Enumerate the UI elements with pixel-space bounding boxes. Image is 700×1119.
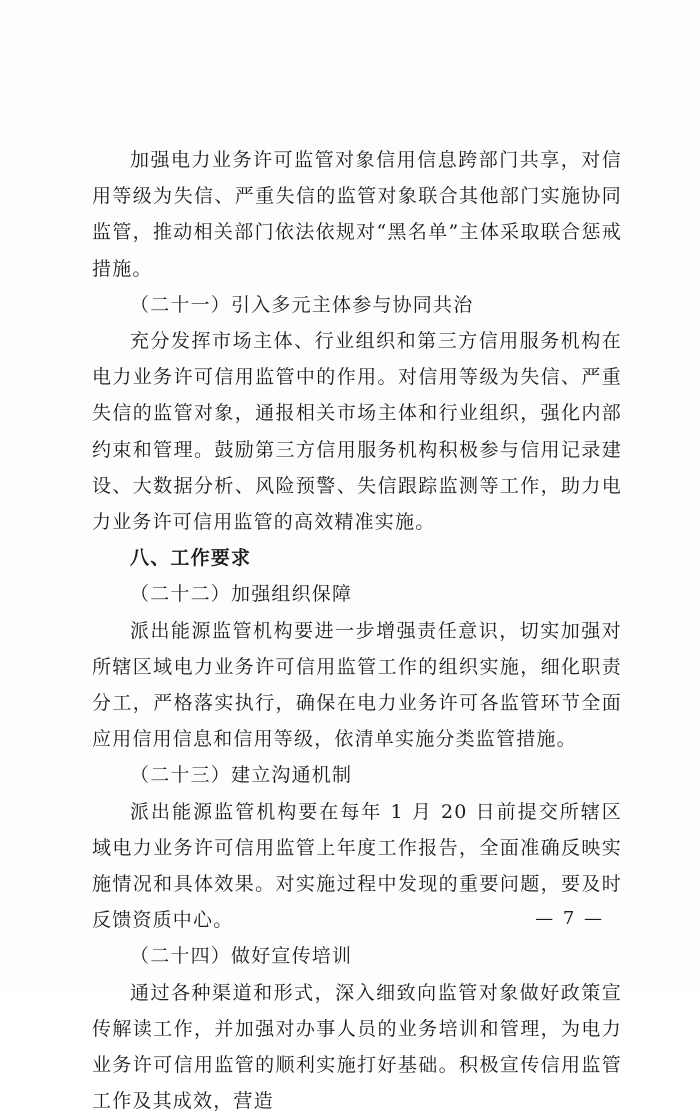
paragraph-credit-info-sharing: 加强电力业务许可监管对象信用信息跨部门共享，对信用等级为失信、严重失信的监管对象联合其他部门实施协同监管，推动相关部门依法依规对“黑名单”主体采取联合惩戒措施。 — [92, 149, 622, 280]
subheading-23: （二十三）建立沟通机制 — [130, 764, 353, 787]
paragraph-multi-party-governance: 充分发挥市场主体、行业组织和第三方信用服务机构在电力业务许可信用监管中的作用。对信用等级为失信、严重失信的监管对象，通报相关市场主体和行业组织，强化内部约束和管理。鼓励第三方信用服务机构积极参与信用记录建设、大数据分析、风险预警、失信跟踪监测等工作，助力电力业务许可信用监管的高效精准实施。 — [92, 330, 622, 534]
page-number: — 7 — — [535, 908, 604, 929]
paragraph-publicity-training: 通过各种渠道和形式，深入细致向监管对象做好政策宣传解读工作，并加强对办事人员的业务培训和管理，为电力业务许可信用监管的顺利实施打好基础。积极宣传信用监管工作及其成效，营造 — [92, 981, 622, 1113]
subheading-24: （二十四）做好宣传培训 — [130, 945, 353, 968]
section-heading-work-requirements: 八、工作要求 — [130, 547, 252, 570]
paragraph-organization-guarantee: 派出能源监管机构要进一步增强责任意识，切实加强对所辖区域电力业务许可信用监管工作的组织实施，细化职责分工，严格落实执行，确保在电力业务许可各监管环节全面应用信用信息和信用等级，依清单实施分类监管措施。 — [92, 619, 622, 751]
subheading-21: （二十一）引入多元主体参与协同共治 — [130, 293, 474, 316]
paragraph-communication-mechanism: 派出能源监管机构要在每年 1 月 20 日前提交所辖区域电力业务许可信用监管上年度工作报告，全面准确反映实施情况和具体效果。对实施过程中发现的重要问题，要及时反馈资质中心。 — [92, 800, 622, 932]
document-body — [92, 142, 622, 1119]
subheading-22: （二十二）加强组织保障 — [130, 583, 353, 606]
